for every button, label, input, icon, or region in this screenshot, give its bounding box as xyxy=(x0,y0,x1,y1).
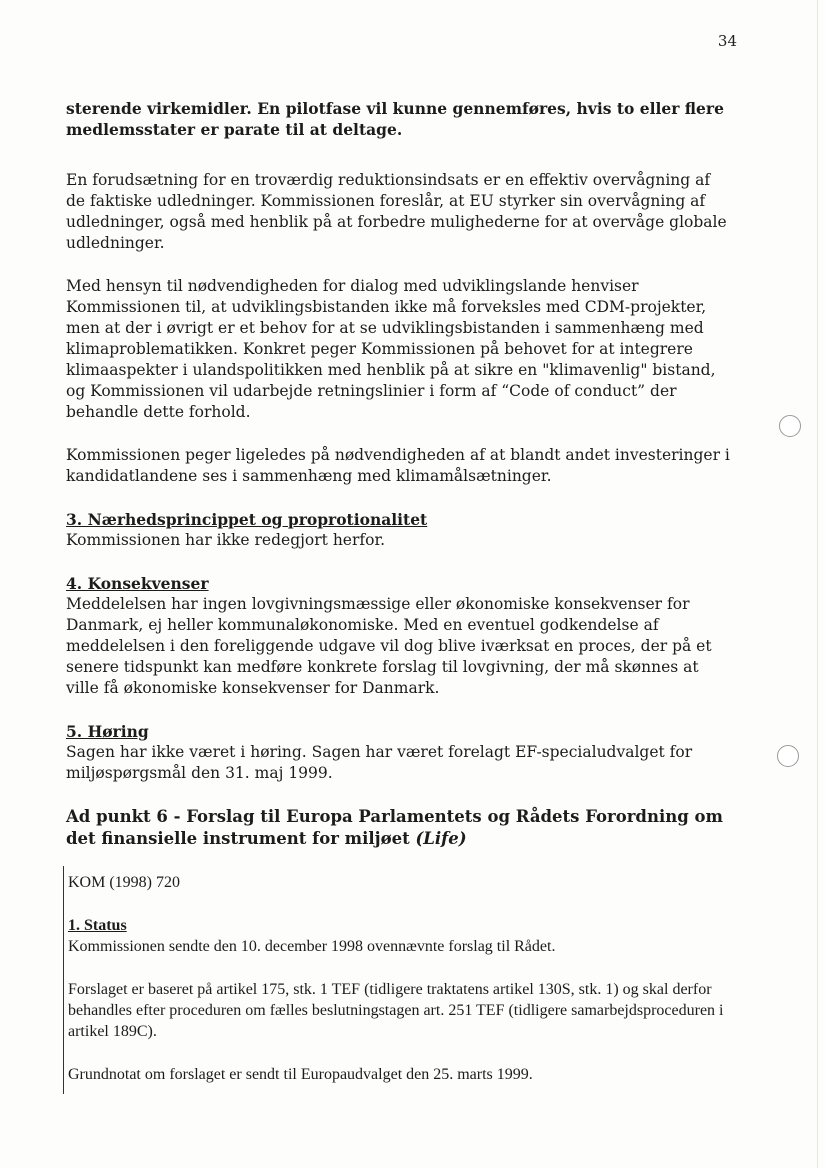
section-4-heading: 4. Konsekvenser xyxy=(66,574,209,593)
page-number: 34 xyxy=(717,32,737,50)
point-6-status-heading: 1. Status xyxy=(68,917,127,934)
intro-paragraph-4: Kommissionen peger ligeledes på nødvendigheden af at blandt andet investeringer i kandidatlandene ses i sammenhæng med klimamålsætninger. xyxy=(66,446,730,485)
document-body xyxy=(66,98,734,1107)
section-3-heading: 3. Nærhedsprincippet og proprotionalitet xyxy=(66,510,428,529)
section-3-text: Kommissionen har ikke redegjort herfor. xyxy=(66,531,386,549)
section-4-text: Meddelelsen har ingen lovgivningsmæssige eller økonomiske konsekvenser for Danmark, ej heller kommunaløkonomiske. Med en eventuel godkendelse af meddelelsen i den foreliggende udgave vil dog blive iværksat en proces, der på et senere tidspunkt kan medføre konkrete forslag til lovgivning, der må skønnes at ville få økonomiske konsekvenser for Danmark. xyxy=(66,595,712,697)
point-6-heading-text: Ad punkt 6 - Forslag til Europa Parlamentets og Rådets Forordning om det finansielle instrument for miljøet xyxy=(66,807,723,848)
intro-paragraph-3: Med hensyn til nødvendigheden for dialog med udviklingslande henviser Kommissionen til, at udviklingsbistanden ikke må forveksles med CDM-projekter, men at der i øvrigt er et behov for at se udviklingsbistanden i sammenhæng med klimaproblematikken. Konkret peger Kommissionen på behovet for at integrere klimaaspekter i ulandspolitikken med henblik på at sikre en "klimavenlig" bistand, og Kommissionen vil udarbejde retningslinier i form af “Code of conduct” der behandle dette forhold. xyxy=(66,277,716,421)
point-6-reference: KOM (1998) 720 xyxy=(68,874,180,891)
point-6-heading-italic: (Life) xyxy=(415,829,467,848)
section-5-text: Sagen har ikke været i høring. Sagen har været forelagt EF-specialudvalget for miljøspørgsmål den 31. maj 1999. xyxy=(66,743,693,782)
punch-hole-mark xyxy=(777,745,799,767)
section-5-heading: 5. Høring xyxy=(66,722,149,741)
point-6-heading xyxy=(66,806,734,850)
section-5 xyxy=(66,721,734,784)
margin-bracket-line xyxy=(63,866,64,1094)
page-edge-line xyxy=(817,0,818,1168)
point-6-status xyxy=(68,915,734,957)
intro-paragraph-2: En forudsætning for en troværdig reduktionsindsats er en effektiv overvågning af de faktiske udledninger. Kommissionen foreslår, at EU styrker sin overvågning af udledninger, også med henblik på at forbedre mulighederne for at overvåge globale udledninger. xyxy=(66,171,727,252)
punch-hole-mark xyxy=(779,415,801,437)
point-6-status-text: Kommissionen sendte den 10. december 1998 ovennævnte forslag til Rådet. xyxy=(68,938,556,955)
point-6-grundnotat-text: Grundnotat om forslaget er sendt til Europaudvalget den 25. marts 1999. xyxy=(68,1066,533,1083)
point-6-body xyxy=(66,872,734,1085)
section-3 xyxy=(66,509,734,551)
intro-paragraph-1: sterende virkemidler. En pilotfase vil kunne gennemføres, hvis to eller flere medlemsstater er parate til at deltage. xyxy=(66,99,724,139)
point-6-basis-text: Forslaget er baseret på artikel 175, stk. 1 TEF (tidligere traktatens artikel 130S, stk. 1) og skal derfor behandles efter proceduren om fælles beslutningstagen art. 251 TEF (tidligere samarbejdsproceduren i artikel 189C). xyxy=(68,981,724,1040)
section-4 xyxy=(66,573,734,699)
